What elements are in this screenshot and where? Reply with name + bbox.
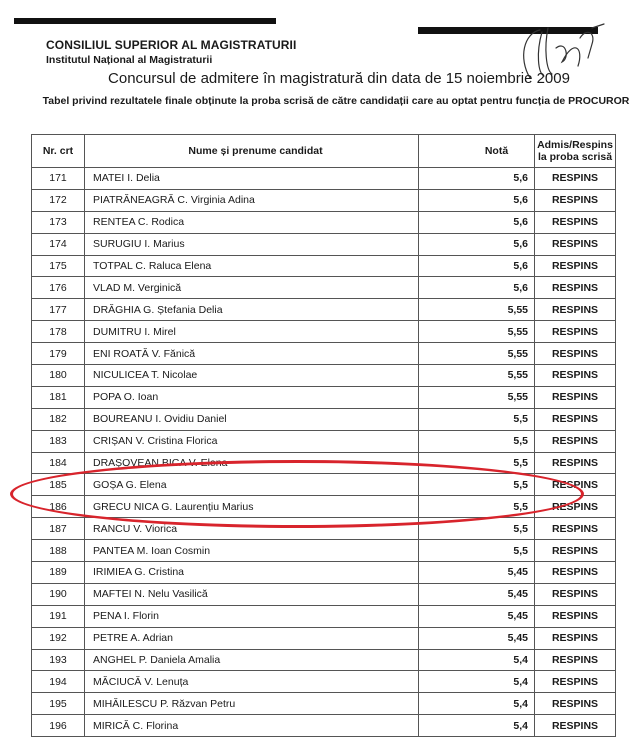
row-number: 181 bbox=[32, 386, 85, 408]
row-number: 189 bbox=[32, 562, 85, 584]
result-status: RESPINS bbox=[535, 343, 616, 365]
grade: 5,6 bbox=[419, 168, 535, 190]
row-number: 182 bbox=[32, 408, 85, 430]
candidate-name: CRIȘAN V. Cristina Florica bbox=[85, 430, 419, 452]
row-number: 194 bbox=[32, 671, 85, 693]
grade: 5,5 bbox=[419, 518, 535, 540]
institution-name: CONSILIUL SUPERIOR AL MAGISTRATURII bbox=[46, 38, 297, 52]
grade: 5,5 bbox=[419, 408, 535, 430]
row-number: 185 bbox=[32, 474, 85, 496]
table-row bbox=[32, 671, 616, 693]
candidate-name: SURUGIU I. Marius bbox=[85, 233, 419, 255]
column-header-nota: Notă bbox=[419, 135, 535, 168]
candidate-name: BOUREANU I. Ovidiu Daniel bbox=[85, 408, 419, 430]
row-number: 172 bbox=[32, 189, 85, 211]
result-status: RESPINS bbox=[535, 168, 616, 190]
grade: 5,6 bbox=[419, 211, 535, 233]
row-number: 196 bbox=[32, 715, 85, 737]
result-status: RESPINS bbox=[535, 562, 616, 584]
table-row bbox=[32, 189, 616, 211]
candidate-name: MAFTEI N. Nelu Vasilică bbox=[85, 583, 419, 605]
table-header-row bbox=[32, 135, 616, 168]
result-status: RESPINS bbox=[535, 452, 616, 474]
grade: 5,45 bbox=[419, 562, 535, 584]
result-status: RESPINS bbox=[535, 430, 616, 452]
result-status: RESPINS bbox=[535, 671, 616, 693]
candidate-name: NICULICEA T. Nicolae bbox=[85, 365, 419, 387]
row-number: 195 bbox=[32, 693, 85, 715]
table-row bbox=[32, 518, 616, 540]
result-status: RESPINS bbox=[535, 518, 616, 540]
grade: 5,5 bbox=[419, 452, 535, 474]
candidate-name: POPA O. Ioan bbox=[85, 386, 419, 408]
result-status: RESPINS bbox=[535, 233, 616, 255]
candidate-name: GOȘA G. Elena bbox=[85, 474, 419, 496]
grade: 5,6 bbox=[419, 277, 535, 299]
row-number: 188 bbox=[32, 540, 85, 562]
table-row bbox=[32, 321, 616, 343]
table-row bbox=[32, 233, 616, 255]
table-row bbox=[32, 496, 616, 518]
result-status: RESPINS bbox=[535, 277, 616, 299]
document-title: Concursul de admitere în magistratură din data de 15 noiembrie 2009 bbox=[108, 70, 570, 87]
result-status: RESPINS bbox=[535, 365, 616, 387]
table-row bbox=[32, 562, 616, 584]
redaction-bar-left bbox=[14, 18, 276, 24]
grade: 5,4 bbox=[419, 693, 535, 715]
grade: 5,5 bbox=[419, 496, 535, 518]
candidate-name: ENI ROATĂ V. Fănică bbox=[85, 343, 419, 365]
row-number: 177 bbox=[32, 299, 85, 321]
candidate-name: TOTPAL C. Raluca Elena bbox=[85, 255, 419, 277]
grade: 5,55 bbox=[419, 299, 535, 321]
result-status: RESPINS bbox=[535, 540, 616, 562]
row-number: 184 bbox=[32, 452, 85, 474]
table-row bbox=[32, 430, 616, 452]
result-status: RESPINS bbox=[535, 386, 616, 408]
row-number: 174 bbox=[32, 233, 85, 255]
grade: 5,5 bbox=[419, 430, 535, 452]
grade: 5,45 bbox=[419, 627, 535, 649]
result-status: RESPINS bbox=[535, 496, 616, 518]
row-number: 180 bbox=[32, 365, 85, 387]
candidate-name: PIATRĂNEAGRĂ C. Virginia Adina bbox=[85, 189, 419, 211]
table-row bbox=[32, 605, 616, 627]
grade: 5,55 bbox=[419, 321, 535, 343]
row-number: 173 bbox=[32, 211, 85, 233]
result-status: RESPINS bbox=[535, 255, 616, 277]
grade: 5,55 bbox=[419, 386, 535, 408]
grade: 5,5 bbox=[419, 540, 535, 562]
table-row bbox=[32, 386, 616, 408]
row-number: 193 bbox=[32, 649, 85, 671]
result-status: RESPINS bbox=[535, 649, 616, 671]
grade: 5,5 bbox=[419, 474, 535, 496]
result-status: RESPINS bbox=[535, 189, 616, 211]
column-header-name: Nume și prenume candidat bbox=[85, 135, 419, 168]
candidate-name: PETRE A. Adrian bbox=[85, 627, 419, 649]
row-number: 171 bbox=[32, 168, 85, 190]
table-row bbox=[32, 452, 616, 474]
grade: 5,6 bbox=[419, 255, 535, 277]
table-row bbox=[32, 649, 616, 671]
grade: 5,4 bbox=[419, 649, 535, 671]
table-row bbox=[32, 277, 616, 299]
row-number: 179 bbox=[32, 343, 85, 365]
table-row bbox=[32, 168, 616, 190]
grade: 5,55 bbox=[419, 365, 535, 387]
candidate-name: GRECU NICA G. Laurențiu Marius bbox=[85, 496, 419, 518]
column-header-nr: Nr. crt bbox=[32, 135, 85, 168]
grade: 5,45 bbox=[419, 605, 535, 627]
candidate-name: MIHĂILESCU P. Răzvan Petru bbox=[85, 693, 419, 715]
result-status: RESPINS bbox=[535, 408, 616, 430]
candidate-name: DRĂGHIA G. Ștefania Delia bbox=[85, 299, 419, 321]
candidate-name: PENA I. Florin bbox=[85, 605, 419, 627]
candidate-name: IRIMIEA G. Cristina bbox=[85, 562, 419, 584]
result-status: RESPINS bbox=[535, 605, 616, 627]
table-row bbox=[32, 255, 616, 277]
sub-institution-name: Institutul Național al Magistraturii bbox=[46, 54, 213, 66]
results-table bbox=[31, 134, 616, 737]
table-row bbox=[32, 343, 616, 365]
row-number: 186 bbox=[32, 496, 85, 518]
row-number: 183 bbox=[32, 430, 85, 452]
row-number: 191 bbox=[32, 605, 85, 627]
candidate-name: RENTEA C. Rodica bbox=[85, 211, 419, 233]
table-row bbox=[32, 474, 616, 496]
grade: 5,4 bbox=[419, 715, 535, 737]
table-row bbox=[32, 408, 616, 430]
table-row bbox=[32, 627, 616, 649]
grade: 5,55 bbox=[419, 343, 535, 365]
grade: 5,45 bbox=[419, 583, 535, 605]
candidate-name: MĂCIUCĂ V. Lenuța bbox=[85, 671, 419, 693]
table-row bbox=[32, 693, 616, 715]
row-number: 187 bbox=[32, 518, 85, 540]
document-subtitle: Tabel privind rezultatele finale obținute la proba scrisă de către candidații care au optat pentru funcția de PROCUROR bbox=[42, 95, 630, 107]
result-status: RESPINS bbox=[535, 627, 616, 649]
candidate-name: DRAȘOVEAN BICA V. Elena bbox=[85, 452, 419, 474]
result-status: RESPINS bbox=[535, 299, 616, 321]
result-status: RESPINS bbox=[535, 583, 616, 605]
result-status: RESPINS bbox=[535, 211, 616, 233]
candidate-name: VLAD M. Verginică bbox=[85, 277, 419, 299]
grade: 5,6 bbox=[419, 233, 535, 255]
candidate-name: ANGHEL P. Daniela Amalia bbox=[85, 649, 419, 671]
candidate-name: MATEI I. Delia bbox=[85, 168, 419, 190]
grade: 5,4 bbox=[419, 671, 535, 693]
table-row bbox=[32, 365, 616, 387]
result-status: RESPINS bbox=[535, 693, 616, 715]
result-status: RESPINS bbox=[535, 474, 616, 496]
row-number: 190 bbox=[32, 583, 85, 605]
table-row bbox=[32, 583, 616, 605]
candidate-name: PANTEA M. Ioan Cosmin bbox=[85, 540, 419, 562]
candidate-name: RANCU V. Viorica bbox=[85, 518, 419, 540]
grade: 5,6 bbox=[419, 189, 535, 211]
row-number: 176 bbox=[32, 277, 85, 299]
row-number: 178 bbox=[32, 321, 85, 343]
result-status: RESPINS bbox=[535, 715, 616, 737]
table-row bbox=[32, 540, 616, 562]
candidate-name: MIRICĂ C. Florina bbox=[85, 715, 419, 737]
table-row bbox=[32, 211, 616, 233]
candidate-name: DUMITRU I. Mirel bbox=[85, 321, 419, 343]
result-status: RESPINS bbox=[535, 321, 616, 343]
row-number: 175 bbox=[32, 255, 85, 277]
row-number: 192 bbox=[32, 627, 85, 649]
table-row bbox=[32, 299, 616, 321]
table-row bbox=[32, 715, 616, 737]
column-header-result: Admis/Respins la proba scrisă bbox=[535, 135, 616, 168]
